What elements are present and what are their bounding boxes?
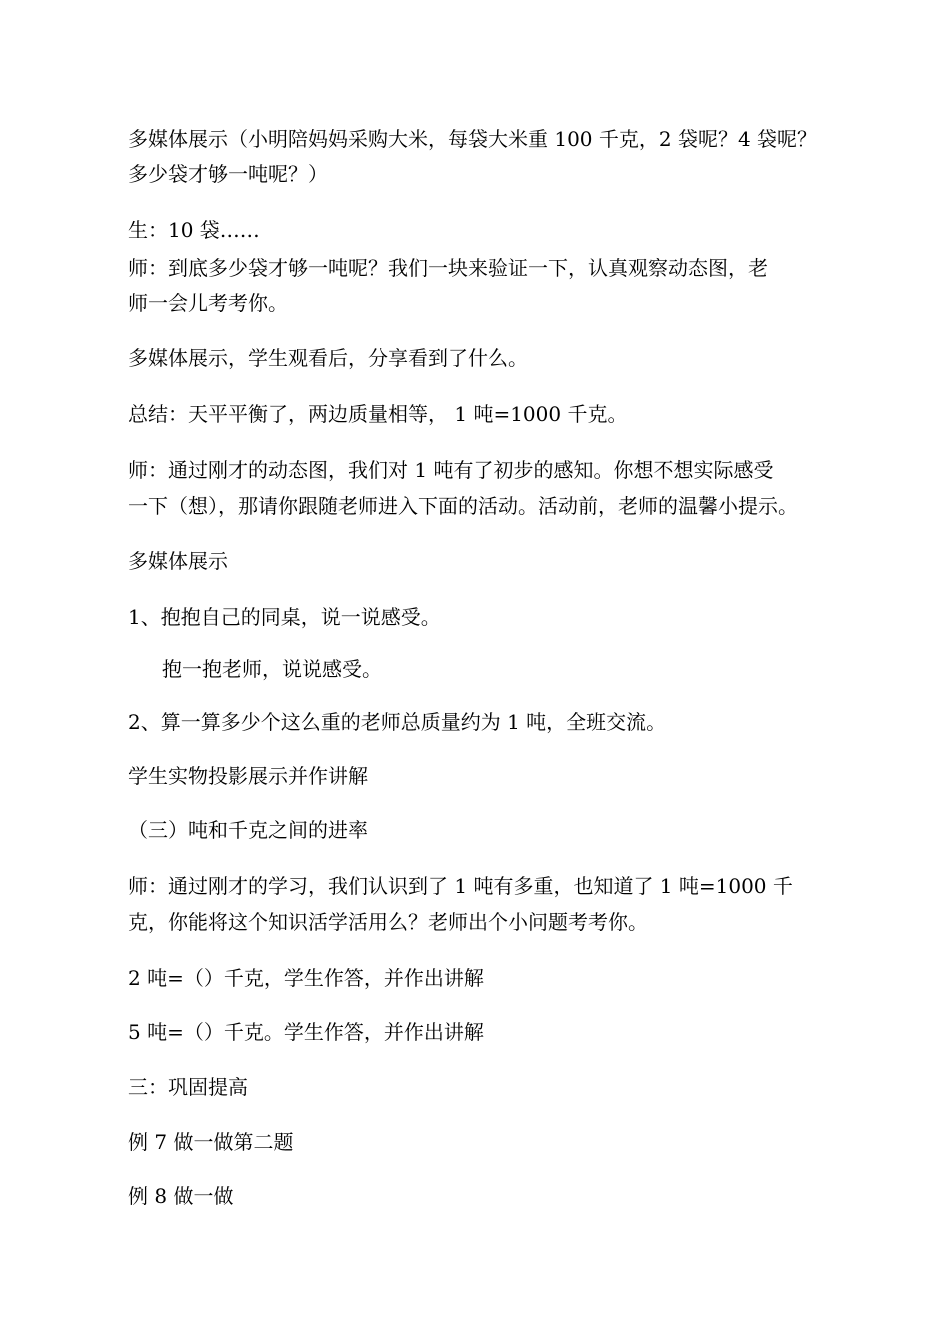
- list-item: 2、算一算多少个这么重的老师总质量约为 1 吨，全班交流。: [128, 710, 667, 734]
- text-line: 2 吨=（）千克，学生作答，并作出讲解: [128, 966, 484, 990]
- text-line: 师：到底多少袋才够一吨呢？我们一块来验证一下，认真观察动态图，老: [128, 256, 768, 280]
- text-line: 总结：天平平衡了，两边质量相等， 1 吨=1000 千克。: [128, 402, 628, 426]
- text-line: 多媒体展示: [128, 549, 228, 573]
- text-line: 多媒体展示（小明陪妈妈采购大米，每袋大米重 100 千克，2 袋呢？4 袋呢？: [128, 127, 818, 151]
- text-line: 例 8 做一做: [128, 1184, 234, 1208]
- text-line: 生：10 袋……: [128, 218, 260, 242]
- text-line: 师：通过刚才的动态图，我们对 1 吨有了初步的感知。你想不想实际感受: [128, 458, 774, 482]
- section-heading: （三）吨和千克之间的进率: [128, 818, 368, 842]
- list-item-indented: 抱一抱老师，说说感受。: [162, 657, 382, 681]
- text-line: 5 吨=（）千克。学生作答，并作出讲解: [128, 1020, 484, 1044]
- text-line: 一下（想），那请你跟随老师进入下面的活动。活动前，老师的温馨小提示。: [128, 494, 798, 518]
- text-line: 多媒体展示，学生观看后，分享看到了什么。: [128, 346, 528, 370]
- text-line: 克，你能将这个知识活学活用么？老师出个小问题考考你。: [128, 910, 648, 934]
- text-line: 师：通过刚才的学习，我们认识到了 1 吨有多重，也知道了 1 吨=1000 千: [128, 874, 793, 898]
- text-line: 学生实物投影展示并作讲解: [128, 764, 368, 788]
- text-line: 多少袋才够一吨呢？）: [128, 162, 328, 186]
- section-heading: 三：巩固提高: [128, 1075, 248, 1099]
- text-line: 例 7 做一做第二题: [128, 1130, 294, 1154]
- list-item: 1、抱抱自己的同桌，说一说感受。: [128, 605, 441, 629]
- text-line: 师一会儿考考你。: [128, 291, 288, 315]
